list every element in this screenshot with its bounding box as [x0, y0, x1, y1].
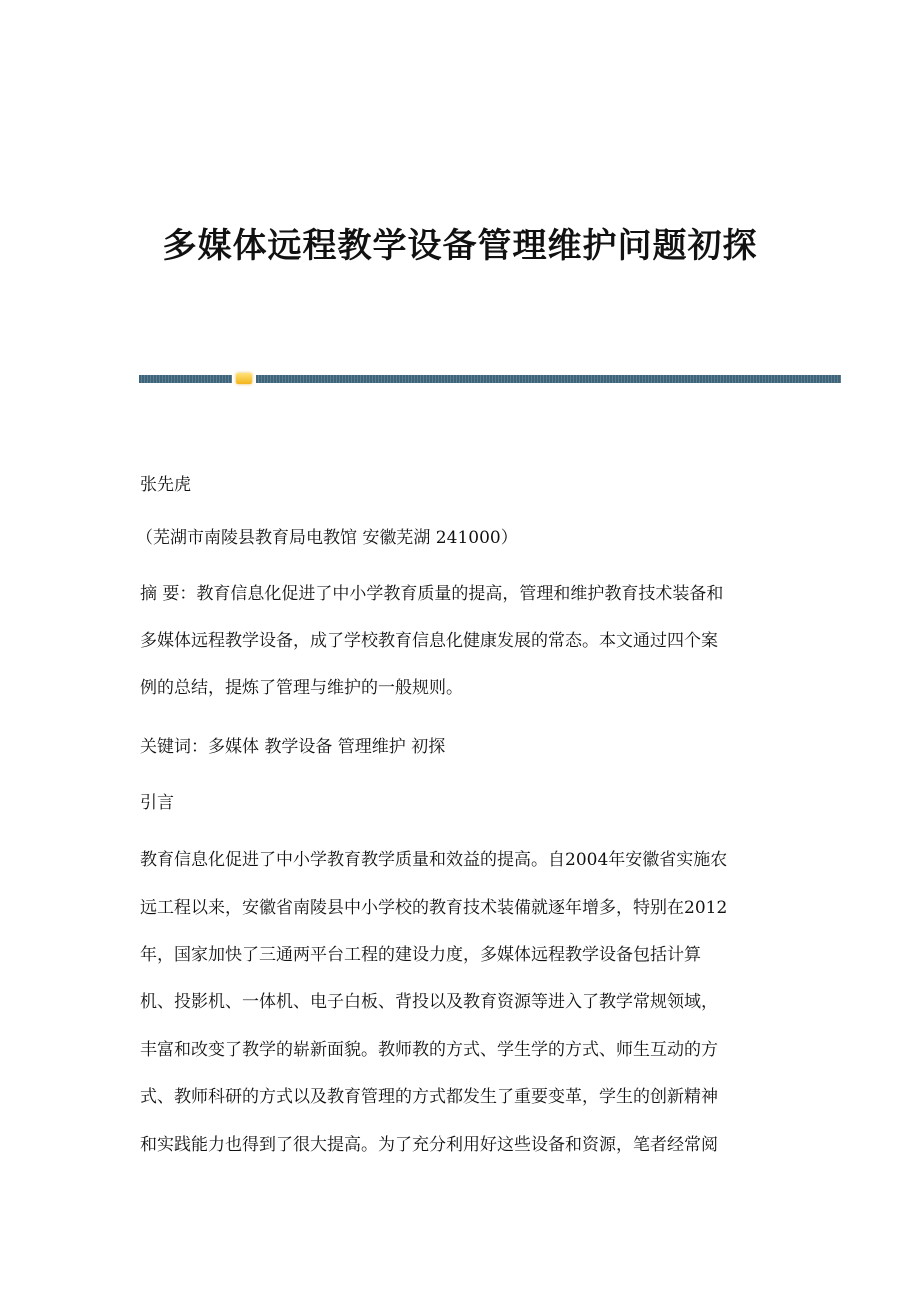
body-line: 式、教师科研的方式以及教育管理的方式都发生了重要变革，学生的创新精神 — [140, 1087, 718, 1107]
section-heading: 引言 — [140, 793, 174, 813]
body-line: 教育信息化促进了中小学教育教学质量和效益的提高。自2004年安徽省实施农 — [140, 850, 728, 870]
abstract-line: 例的总结，提炼了管理与维护的一般规则。 — [140, 678, 463, 698]
keywords: 关键词：多媒体 教学设备 管理维护 初探 — [140, 737, 446, 757]
body-line: 远工程以来，安徽省南陵县中小学校的教育技术装備就逐年增多，特别在2012 — [140, 898, 728, 918]
abstract-line: 摘 要：教育信息化促进了中小学教育质量的提高，管理和维护教育技术装备和 — [140, 584, 724, 604]
abstract-line: 多媒体远程教学设备，成了学校教育信息化健康发展的常态。本文通过四个案 — [140, 631, 718, 651]
divider-right — [256, 375, 841, 383]
body-line: 和实践能力也得到了很大提高。为了充分利用好这些设备和资源，笔者经常阅 — [140, 1135, 718, 1155]
document-title: 多媒体远程教学设备管理维护问题初探 — [162, 226, 758, 266]
body-line: 年，国家加快了三通两平台工程的建设力度，多媒体远程教学设备包括计算 — [140, 945, 701, 965]
body-line: 机、投影机、一体机、电子白板、背投以及教育资源等进入了教学常规领域， — [140, 992, 718, 1012]
body-line: 丰富和改变了教学的崭新面貌。教师教的方式、学生学的方式、师生互动的方 — [140, 1040, 718, 1060]
divider-ornament-icon — [236, 373, 252, 384]
divider-left — [139, 375, 232, 383]
author: 张先虎 — [140, 475, 191, 495]
affiliation: （芜湖市南陵县教育局电教馆 安徽芜湖 241000） — [136, 528, 518, 548]
